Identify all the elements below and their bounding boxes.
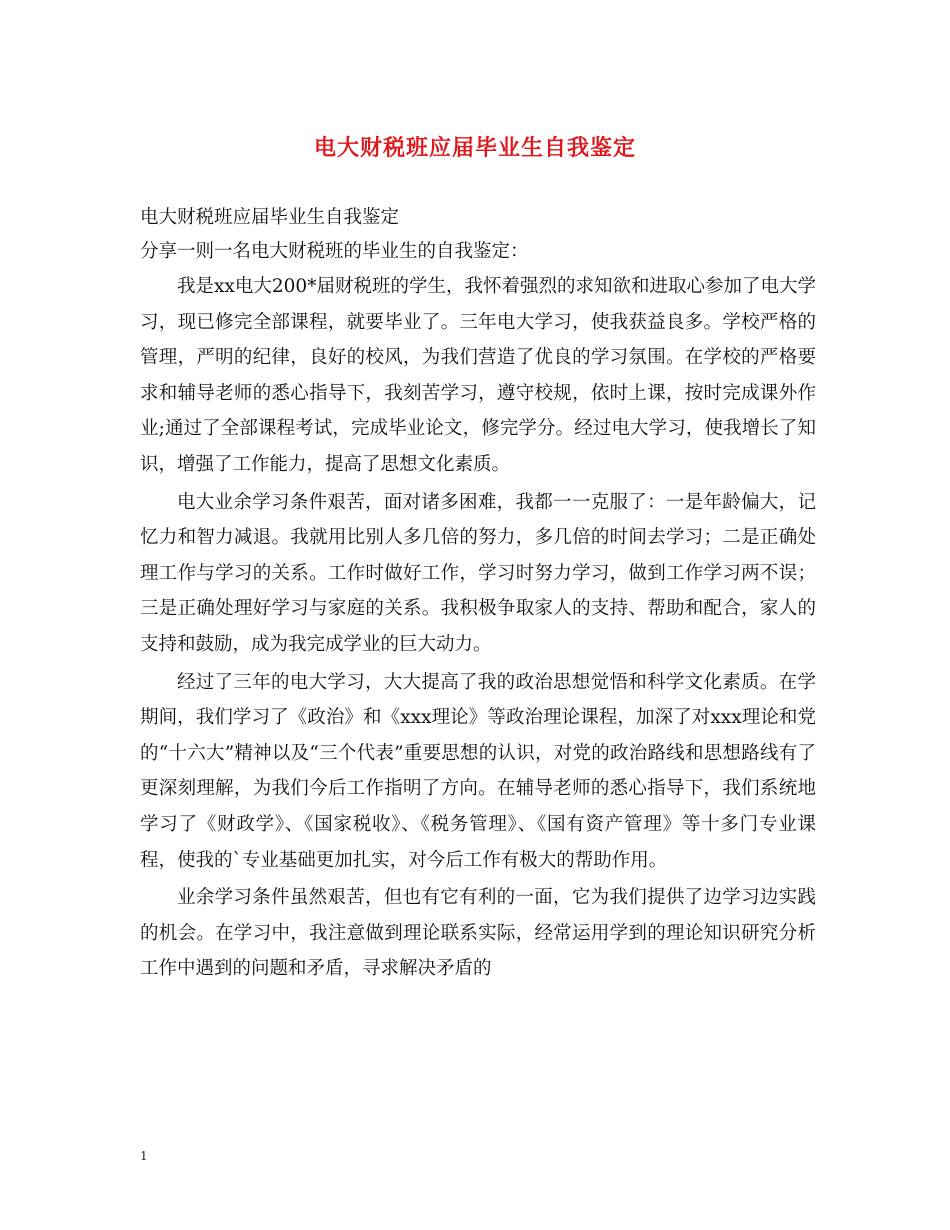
heading-line: 电大财税班应届毕业生自我鉴定 bbox=[140, 207, 400, 228]
document-body bbox=[140, 201, 816, 987]
paragraph-2: 电大业余学习条件艰苦，面对诸多困难，我都一一克服了：一是年龄偏大，记忆力和智力减退。我就用比别人多几倍的努力，多几倍的时间去学习；二是正确处理工作与学习的关系。工作时做好工作，学习时努力学习，做到工作学习两不误；三是正确处理好学习与家庭的关系。我积极争取家人的支持、帮助和配合，家人的支持和鼓励，成为我完成学业的巨大动力。 bbox=[140, 491, 816, 655]
intro-line: 分享一则一名电大财税班的毕业生的自我鉴定： bbox=[140, 241, 529, 262]
paragraph-1: 我是xx电大200*届财税班的学生，我怀着强烈的求知欲和进取心参加了电大学习，现已修完全部课程，就要毕业了。三年电大学习，使我获益良多。学校严格的管理，严明的纪律，良好的校风，为我们营造了优良的学习氛围。在学校的严格要求和辅导老师的悉心指导下，我刻苦学习，遵守校规，依时上课，按时完成课外作业;通过了全部课程考试，完成毕业论文，修完学分。经过电大学习，使我增长了知识，增强了工作能力，提高了思想文化素质。 bbox=[140, 276, 816, 475]
document-title: 电大财税班应届毕业生自我鉴定 bbox=[313, 135, 636, 161]
paragraph-4: 业余学习条件虽然艰苦，但也有它有利的一面，它为我们提供了边学习边实践的机会。在学习中，我注意做到理论联系实际，经常运用学到的理论知识研究分析工作中遇到的问题和矛盾，寻求解决矛盾的 bbox=[140, 887, 816, 980]
page-number: 1 bbox=[140, 1149, 148, 1163]
paragraph-3: 经过了三年的电大学习，大大提高了我的政治思想觉悟和科学文化素质。在学期间，我们学习了《政治》和《xxx理论》等政治理论课程，加深了对xxx理论和党的“十六大”精神以及“三个代表”重要思想的认识，对党的政治路线和思想路线有了更深刻理解，为我们今后工作指明了方向。在辅导老师的悉心指导下，我们系统地学习了《财政学》、《国家税收》、《税务管理》、《国有资产管理》等十多门专业课程，使我的`专业基础更加扎实，对今后工作有极大的帮助作用。 bbox=[140, 671, 816, 871]
